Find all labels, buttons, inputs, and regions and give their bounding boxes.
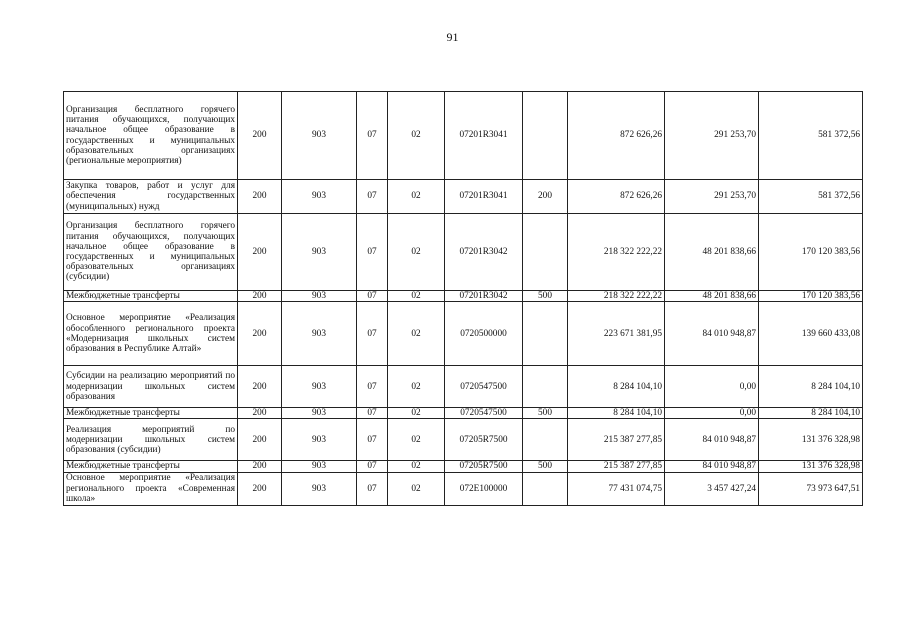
amount-cell: 0,00 — [665, 366, 759, 408]
subsection-cell: 02 — [388, 92, 445, 180]
row-title: Реализация мероприятий по модернизации школьных систем образования (субсидии) — [64, 419, 238, 461]
table-row — [64, 291, 863, 302]
ministry-code-cell: 903 — [282, 92, 357, 180]
expense-type-cell: 200 — [523, 180, 568, 214]
amount-cell: 8 284 104,10 — [568, 366, 665, 408]
target-article-cell: 07205R7500 — [445, 461, 523, 472]
expense-type-cell — [523, 302, 568, 366]
section-cell: 07 — [357, 461, 388, 472]
target-article-cell: 07201R3041 — [445, 92, 523, 180]
subsection-cell: 02 — [388, 180, 445, 214]
section-cell: 07 — [357, 366, 388, 408]
table-row — [64, 472, 863, 505]
code-cell: 200 — [238, 302, 282, 366]
table-row — [64, 408, 863, 419]
ministry-code-cell: 903 — [282, 302, 357, 366]
amount-cell: 3 457 427,24 — [665, 472, 759, 505]
row-title: Межбюджетные трансферты — [64, 408, 238, 419]
amount-cell: 581 372,56 — [759, 180, 863, 214]
expense-type-cell: 500 — [523, 408, 568, 419]
amount-cell: 77 431 074,75 — [568, 472, 665, 505]
code-cell: 200 — [238, 366, 282, 408]
amount-cell: 48 201 838,66 — [665, 214, 759, 291]
page-number: 91 — [446, 30, 459, 44]
budget-table — [63, 91, 863, 506]
target-article-cell: 07201R3042 — [445, 291, 523, 302]
amount-cell: 291 253,70 — [665, 180, 759, 214]
target-article-cell: 0720547500 — [445, 408, 523, 419]
expense-type-cell — [523, 214, 568, 291]
table-row — [64, 92, 863, 180]
expense-type-cell: 500 — [523, 461, 568, 472]
expense-type-cell — [523, 92, 568, 180]
row-title: Субсидии на реализацию мероприятий по модернизации школьных систем образования — [64, 366, 238, 408]
section-cell: 07 — [357, 214, 388, 291]
expense-type-cell — [523, 366, 568, 408]
row-title: Основное мероприятие «Реализация обособленного регионального проекта «Модернизация школьных систем образования в Республике Алтай» — [64, 302, 238, 366]
subsection-cell: 02 — [388, 302, 445, 366]
amount-cell: 872 626,26 — [568, 92, 665, 180]
target-article-cell: 0720547500 — [445, 366, 523, 408]
code-cell: 200 — [238, 408, 282, 419]
section-cell: 07 — [357, 472, 388, 505]
ministry-code-cell: 903 — [282, 419, 357, 461]
row-title: Закупка товаров, работ и услуг для обеспечения государственных (муниципальных) нужд — [64, 180, 238, 214]
amount-cell: 84 010 948,87 — [665, 302, 759, 366]
code-cell: 200 — [238, 92, 282, 180]
table-row — [64, 302, 863, 366]
amount-cell: 291 253,70 — [665, 92, 759, 180]
code-cell: 200 — [238, 472, 282, 505]
code-cell: 200 — [238, 461, 282, 472]
ministry-code-cell: 903 — [282, 366, 357, 408]
row-title: Организация бесплатного горячего питания обучающихся, получающих начальное общее образование в государственных и муниципальных образовательных организациях (субсидии) — [64, 214, 238, 291]
section-cell: 07 — [357, 419, 388, 461]
row-title: Организация бесплатного горячего питания обучающихся, получающих начальное общее образование в государственных и муниципальных образовательных организациях (региональные мероприятия) — [64, 92, 238, 180]
target-article-cell: 07201R3042 — [445, 214, 523, 291]
ministry-code-cell: 903 — [282, 180, 357, 214]
amount-cell: 170 120 383,56 — [759, 214, 863, 291]
amount-cell: 84 010 948,87 — [665, 419, 759, 461]
subsection-cell: 02 — [388, 472, 445, 505]
amount-cell: 131 376 328,98 — [759, 461, 863, 472]
section-cell: 07 — [357, 408, 388, 419]
code-cell: 200 — [238, 214, 282, 291]
amount-cell: 131 376 328,98 — [759, 419, 863, 461]
amount-cell: 139 660 433,08 — [759, 302, 863, 366]
amount-cell: 73 973 647,51 — [759, 472, 863, 505]
amount-cell: 8 284 104,10 — [759, 366, 863, 408]
subsection-cell: 02 — [388, 408, 445, 419]
target-article-cell: 072E100000 — [445, 472, 523, 505]
amount-cell: 8 284 104,10 — [759, 408, 863, 419]
subsection-cell: 02 — [388, 461, 445, 472]
code-cell: 200 — [238, 291, 282, 302]
target-article-cell: 0720500000 — [445, 302, 523, 366]
code-cell: 200 — [238, 180, 282, 214]
table-row — [64, 461, 863, 472]
amount-cell: 170 120 383,56 — [759, 291, 863, 302]
amount-cell: 0,00 — [665, 408, 759, 419]
amount-cell: 48 201 838,66 — [665, 291, 759, 302]
amount-cell: 218 322 222,22 — [568, 214, 665, 291]
table-row — [64, 214, 863, 291]
code-cell: 200 — [238, 419, 282, 461]
expense-type-cell — [523, 419, 568, 461]
section-cell: 07 — [357, 302, 388, 366]
ministry-code-cell: 903 — [282, 408, 357, 419]
section-cell: 07 — [357, 180, 388, 214]
amount-cell: 84 010 948,87 — [665, 461, 759, 472]
ministry-code-cell: 903 — [282, 461, 357, 472]
target-article-cell: 07205R7500 — [445, 419, 523, 461]
expense-type-cell — [523, 472, 568, 505]
section-cell: 07 — [357, 291, 388, 302]
ministry-code-cell: 903 — [282, 291, 357, 302]
subsection-cell: 02 — [388, 366, 445, 408]
expense-type-cell: 500 — [523, 291, 568, 302]
amount-cell: 218 322 222,22 — [568, 291, 665, 302]
target-article-cell: 07201R3041 — [445, 180, 523, 214]
amount-cell: 215 387 277,85 — [568, 419, 665, 461]
amount-cell: 872 626,26 — [568, 180, 665, 214]
amount-cell: 8 284 104,10 — [568, 408, 665, 419]
amount-cell: 215 387 277,85 — [568, 461, 665, 472]
row-title: Основное мероприятие «Реализация регионального проекта «Современная школа» — [64, 472, 238, 505]
section-cell: 07 — [357, 92, 388, 180]
row-title: Межбюджетные трансферты — [64, 461, 238, 472]
table-row — [64, 366, 863, 408]
ministry-code-cell: 903 — [282, 214, 357, 291]
amount-cell: 581 372,56 — [759, 92, 863, 180]
subsection-cell: 02 — [388, 419, 445, 461]
subsection-cell: 02 — [388, 291, 445, 302]
amount-cell: 223 671 381,95 — [568, 302, 665, 366]
subsection-cell: 02 — [388, 214, 445, 291]
row-title: Межбюджетные трансферты — [64, 291, 238, 302]
ministry-code-cell: 903 — [282, 472, 357, 505]
table-row — [64, 419, 863, 461]
table-row — [64, 180, 863, 214]
